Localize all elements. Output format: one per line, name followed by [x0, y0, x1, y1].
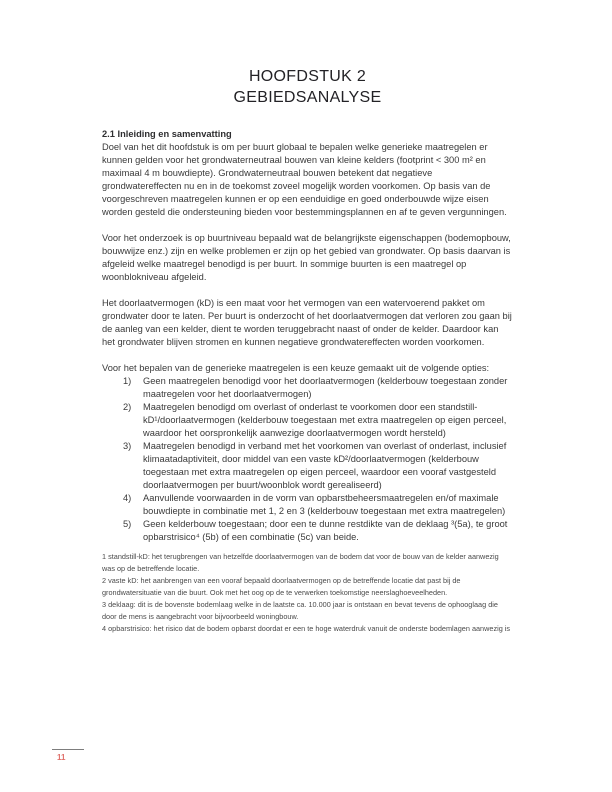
list-item-number: 2) — [123, 402, 132, 412]
list-item — [102, 401, 513, 440]
list-item — [102, 492, 513, 518]
list-item-text: Maatregelen benodigd in verband met het voorkomen van overlast of onderlast, inclusief klimaatadaptiviteit, door middel van een vaste kD²/doorlaatvermogen (kelderbouw toegestaan met extra maatregelen op eigen perceel, waardoor een vooraf vastgesteld doorlaatvermogen per buurt/woonblok wordt gerealiseerd) — [143, 441, 507, 490]
chapter-title — [102, 66, 513, 108]
list-item — [102, 375, 513, 401]
list-item-number: 3) — [123, 441, 132, 451]
paragraph-3: Het doorlaatvermogen (kD) is een maat voor het vermogen van een watervoerend pakket om grondwater door te laten. Per buurt is onderzocht of het doorlaatvermogen dat verloren zou gaan bij de aanleg van een kelder, dient te worden teruggebracht naast of onder de kelder. Daardoor kan het grondwater blijven stromen en kunnen negatieve grondwatereffecten worden voorkomen. — [102, 298, 512, 347]
footnote-4: 4 opbarstrisico: het risico dat de bodem opbarst doordat er een te hoge waterdruk vanuit de onderste bodemlagen aanwezig is — [102, 624, 511, 633]
list-item — [102, 518, 513, 544]
page-content — [102, 66, 513, 635]
footnotes-block — [102, 551, 513, 635]
footnote-3: 3 deklaag: dit is de bovenste bodemlaag welke in de laatste ca. 10.000 jaar is ontstaan en bevat tevens de ophooglaag die door de mens is aangebracht voor bijvoorbeeld woningbouw. — [102, 600, 498, 621]
paragraph-1: Doel van het dit hoofdstuk is om per buurt globaal te bepalen welke generieke maatregelen er kunnen gelden voor het grondwaterneutraal bouwen van kleine kelders (footprint < 300 m² en maximaal 4 m bouwdiepte). Grondwaterneutraal bouwen betekent dat negatieve grondwatereffecten nu en in de toekomst zoveel mogelijk worden voorkomen. Op basis van de voorgeschreven maatregelen kunnen er op een eenduidige en goed onderbouwde wijze eisen worden gesteld die ondersteuning bieden voor bestemmingsplannen en af te geven vergunningen. — [102, 142, 507, 217]
list-intro: Voor het bepalen van de generieke maatregelen is een keuze gemaakt uit de volgende opties: — [102, 363, 490, 373]
options-list — [102, 375, 513, 544]
list-item — [102, 440, 513, 492]
list-item-number: 1) — [123, 376, 132, 386]
page-footer — [52, 749, 84, 762]
list-item-number: 4) — [123, 493, 132, 503]
chapter-title-line1: HOOFDSTUK 2 — [248, 68, 367, 85]
page-number: 11 — [57, 753, 66, 762]
footnote-2: 2 vaste kD: het aanbrengen van een vooraf bepaald doorlaatvermogen op de betreffende locatie dat past bij de grondwatersituatie van die buurt. Ook met het oog op de te verwerken toekomstige neerslaghoeveelheden. — [102, 576, 461, 597]
list-item-text: Maatregelen benodigd om overlast of onderlast te voorkomen door een standstill-kD¹/doorlaatvermogen (kelderbouw toegestaan met extra maatregelen op eigen perceel, waardoor het oorspronkelijk aanwezige doorlaatvermogen wordt hersteld) — [143, 402, 507, 438]
list-item-number: 5) — [123, 519, 132, 529]
list-item-text: Aanvullende voorwaarden in de vorm van opbarstbeheersmaatregelen en/of maximale bouwdiepte in combinatie met 1, 2 en 3 (kelderbouw toegestaan met extra maatregelen) — [143, 493, 506, 516]
list-item-text: Geen kelderbouw toegestaan; door een te dunne restdikte van de deklaag ³(5a), te groot opbarstrisico⁴ (5b) of een combinatie (5c) van beide. — [143, 519, 508, 542]
section-heading: 2.1 Inleiding en samenvatting — [102, 129, 232, 139]
footer-rule — [52, 749, 84, 750]
footnote-1: 1 standstill-kD: het terugbrengen van hetzelfde doorlaatvermogen van de bodem dat voor de bouw van de kelder aanwezig was op de betreffende locatie. — [102, 552, 499, 573]
paragraph-2: Voor het onderzoek is op buurtniveau bepaald wat de belangrijkste eigenschappen (bodemopbouw, bouwwijze enz.) zijn en welke problemen er zijn op het gebied van grondwater. Op basis daarvan is afgeleid welke maatregel benodigd is per buurt. In sommige buurten is een maatregel op woonblokniveau afgeleid. — [102, 233, 511, 282]
chapter-title-line2: GEBIEDSANALYSE — [233, 89, 382, 106]
list-item-text: Geen maatregelen benodigd voor het doorlaatvermogen (kelderbouw toegestaan zonder maatregelen voor het doorlaatvermogen) — [143, 376, 508, 399]
